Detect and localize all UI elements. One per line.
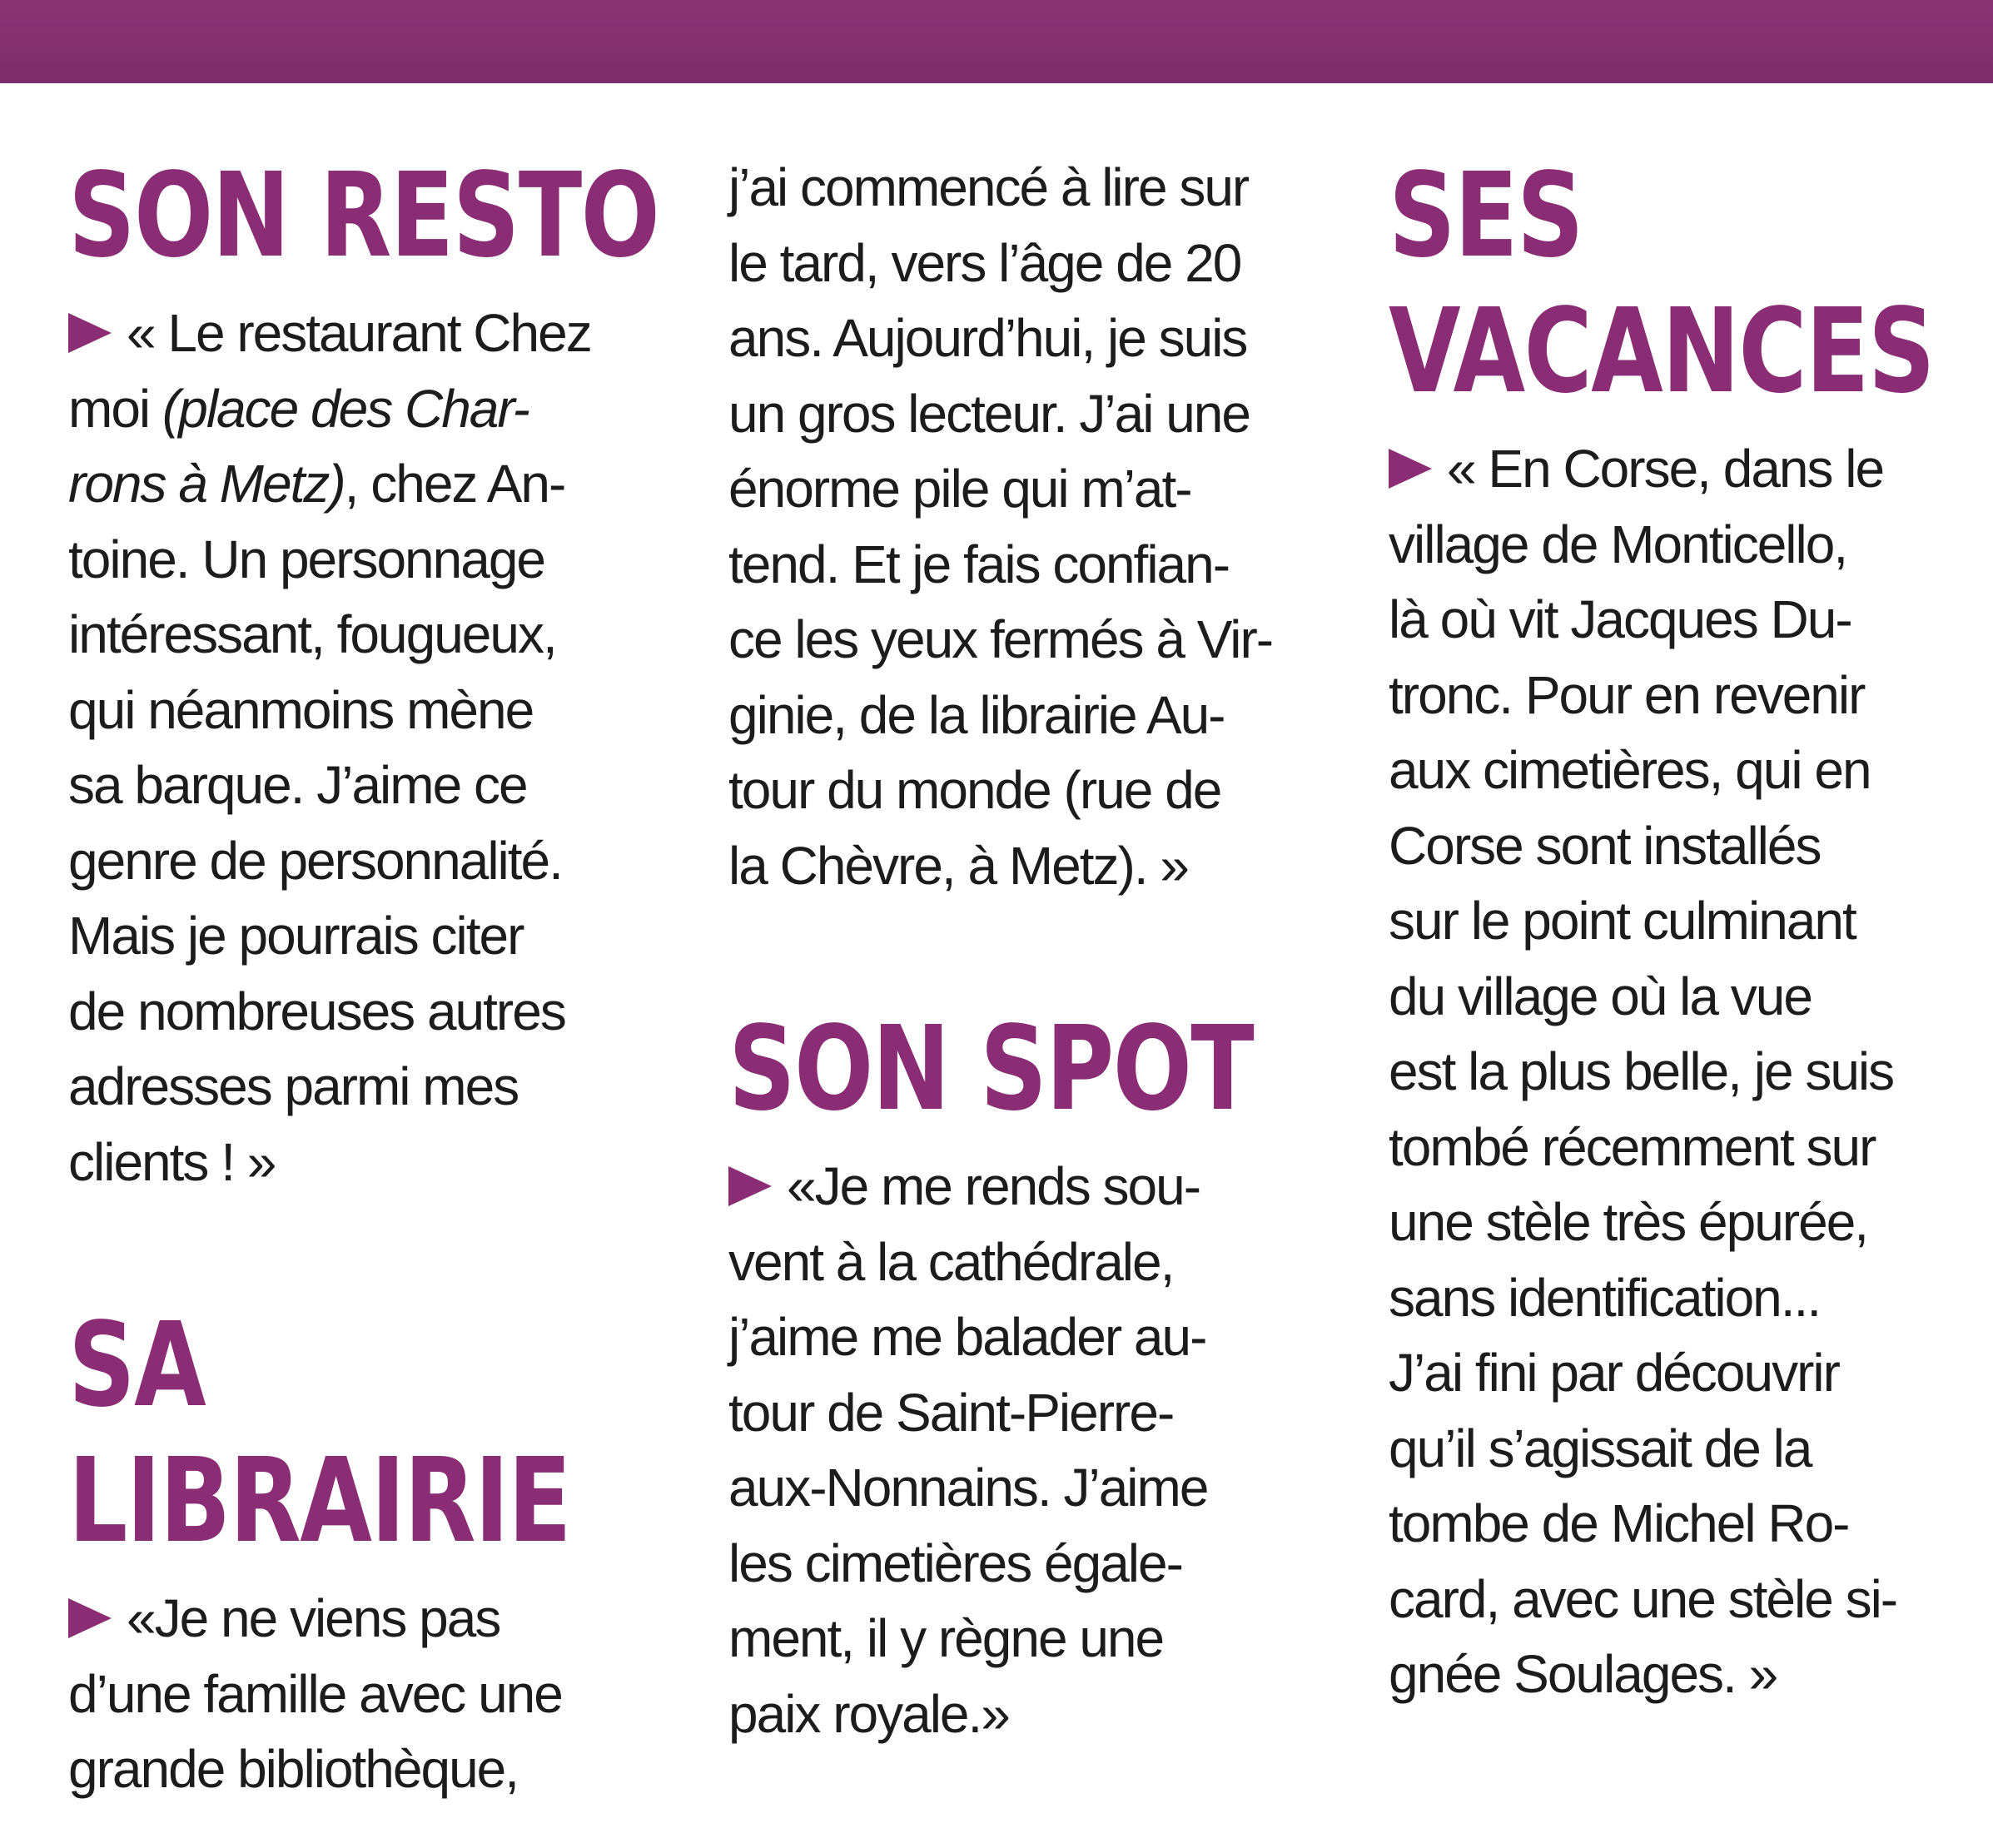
- section-text-vacances: « En Corse, dans le village de Monticello, là où vit Jacques Du- tronc. Pour en revenir aux cimetières, qui en Corse sont installés sur le point culminant du village où la vue est la plus belle, je suis tombé récemment sur une stèle très épurée, sans identification... J’ai fini par découvrir qu’il s’agissait de la tombe de Michel Ro- card, avec une stèle si- gnée Soulages. »: [1389, 439, 1897, 1704]
- column-left: [68, 148, 668, 1807]
- section-text-librairie-start: «Je ne viens pas d’une famille avec une grande bibliothèque,: [68, 1588, 562, 1799]
- triangle-right-icon: [68, 1598, 112, 1638]
- section-text-librairie-continued: j’ai commencé à lire sur le tard, vers l’âge de 20 ans. Aujourd’hui, je suis un gros lecteur. J’ai une énorme pile qui m’at- tend. Et je fais confian- ce les yeux fermés à Vir- ginie, de la librairie Au- tour du monde (rue de la Chèvre, à Metz). »: [728, 157, 1273, 896]
- section-title-resto: SON RESTO: [68, 148, 659, 284]
- section-title-spot: SON SPOT: [728, 1001, 1254, 1137]
- column-right: [1389, 148, 1988, 1712]
- section-title-vacances: SES VACANCES: [1389, 148, 1934, 420]
- column-middle: [728, 150, 1328, 1751]
- section-text-spot: «Je me rends sou- vent à la cathédrale, j’aime me balader au- tour de Saint-Pierre- aux-Nonnains. J’aime les cimetières égale- ment, il y règne une paix royale.»: [728, 1156, 1208, 1744]
- section-text-resto: « Le restaurant Chez moi (place des Char- rons à Metz), chez An- toine. Un personnage intéressant, fougueux, qui néanmoins mène sa barque. J’aime ce genre de personnalité. Mais je pourrais citer de nombreuses autres adresses parmi mes clients ! »: [68, 303, 591, 1192]
- triangle-right-icon: [728, 1166, 772, 1206]
- triangle-right-icon: [1389, 449, 1432, 489]
- triangle-right-icon: [68, 313, 112, 353]
- header-color-band: [0, 0, 1993, 83]
- section-title-librairie: SA LIBRAIRIE: [68, 1298, 571, 1569]
